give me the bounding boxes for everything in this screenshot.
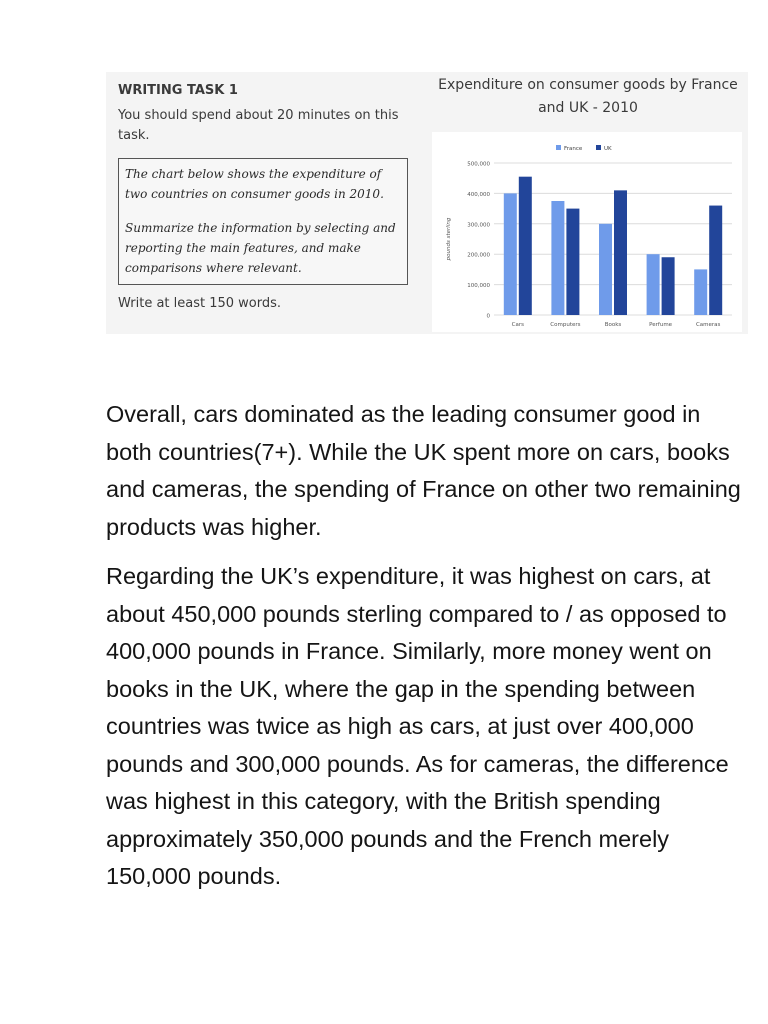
x-tick-label: Cameras bbox=[695, 322, 721, 328]
task-instruction-text: Summarize the information by selecting and reporting the main features, and make comparisons where relevant. bbox=[125, 221, 396, 275]
word-count-note: Write at least 150 words. bbox=[118, 296, 282, 311]
task-card-image bbox=[106, 72, 748, 334]
legend-swatch-uk bbox=[596, 145, 601, 150]
essay-paragraph-overview: Overall, cars dominated as the leading consumer good in both countries(7+). While the UK spent more on cars, books and cameras, the spending of France on other two remaining products was higher. bbox=[106, 401, 741, 540]
bar-france-cars bbox=[504, 193, 517, 315]
bar-chart bbox=[432, 132, 742, 332]
bar-france-cameras bbox=[694, 269, 707, 315]
y-tick-label: 400,000 bbox=[467, 191, 490, 198]
bar-uk-perfume bbox=[662, 257, 675, 315]
bar-uk-cameras bbox=[709, 206, 722, 315]
task-prompt-text: The chart below shows the expenditure of two countries on consumer goods in 2010. bbox=[125, 167, 384, 201]
y-axis-label: pounds sterling bbox=[446, 217, 452, 261]
task-instructions bbox=[118, 80, 424, 311]
essay-paragraph-uk: Regarding the UK’s expenditure, it was highest on cars, at about 450,000 pounds sterling compared to / as opposed to 400,000 pounds in France. Similarly, more money went on books in the UK, where the gap in the spending between countries was twice as high as cars, at just over 400,000 pounds and 300,000 pounds. As for cameras, the difference was highest in this category, with the British spending approximately 350,000 pounds and the French merely 150,000 pounds. bbox=[106, 563, 729, 889]
y-tick-label: 500,000 bbox=[467, 161, 490, 168]
task-prompt-box bbox=[118, 158, 408, 285]
x-tick-label: Perfume bbox=[649, 322, 673, 328]
legend-label-france: France bbox=[564, 145, 583, 152]
bar-uk-computers bbox=[566, 209, 579, 315]
y-tick-label: 200,000 bbox=[467, 252, 490, 259]
x-tick-label: Cars bbox=[511, 322, 524, 328]
y-tick-label: 300,000 bbox=[467, 222, 490, 229]
bar-france-perfume bbox=[647, 254, 660, 315]
chart-title: Expenditure on consumer goods by France and UK - 2010 bbox=[438, 77, 738, 116]
legend-label-uk: UK bbox=[604, 145, 612, 152]
bar-france-computers bbox=[551, 201, 564, 315]
bar-uk-books bbox=[614, 190, 627, 315]
y-tick-label: 0 bbox=[486, 313, 490, 320]
essay-answer bbox=[106, 396, 746, 908]
task-time-note: You should spend about 20 minutes on this task. bbox=[118, 108, 399, 143]
x-tick-label: Computers bbox=[550, 322, 581, 328]
x-tick-label: Books bbox=[604, 322, 622, 328]
bar-france-books bbox=[599, 224, 612, 315]
bar-uk-cars bbox=[519, 177, 532, 315]
legend-swatch-france bbox=[556, 145, 561, 150]
task-heading: WRITING TASK 1 bbox=[118, 83, 238, 98]
y-tick-label: 100,000 bbox=[467, 283, 490, 290]
bar-chart-panel bbox=[432, 132, 742, 332]
